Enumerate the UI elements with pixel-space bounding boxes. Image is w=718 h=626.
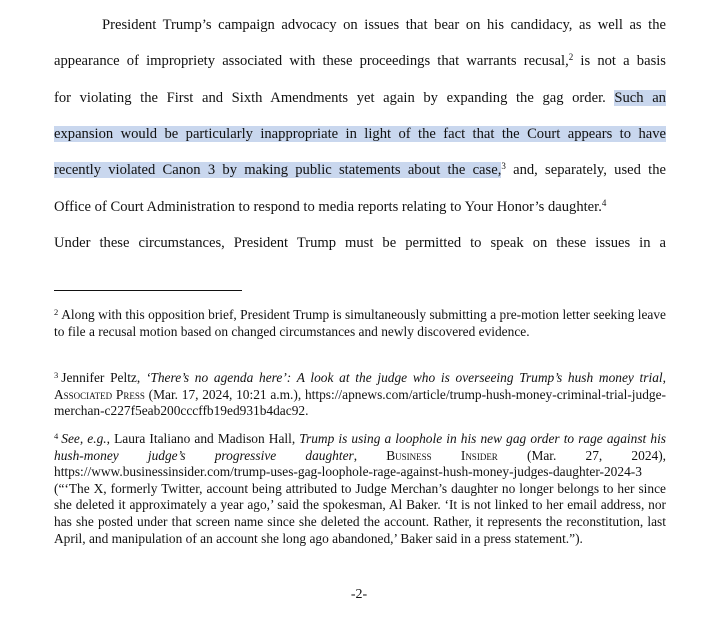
footnote-2: $^2$ Along with this opposition brief, President Trump is simultaneously submitting a pre-motion letter seeking leave to file a recusal motion based on changed circumstances and newly discovered evidence.: [54, 307, 666, 339]
footnote-separator: [54, 290, 242, 291]
body-line-4: [54, 125, 666, 143]
publication-name: Business Insider: [386, 447, 498, 463]
highlighted-text[interactable]: Such an: [614, 90, 666, 106]
highlighted-text[interactable]: expansion would be particularly inappropriate in light of the fact that the Court appears to have: [54, 126, 666, 142]
footnote-number: 4: [54, 431, 59, 441]
footnote-ref-3[interactable]: 3: [501, 161, 506, 171]
article-title: ‘There’s no agenda here’: A look at the judge who is overseeing Trump’s hush money trial: [145, 370, 663, 385]
publication-name: Associated Press: [54, 386, 145, 402]
highlighted-text[interactable]: recently violated Canon 3 by making public statements about the case,: [54, 162, 502, 178]
footnote-number: 3: [54, 370, 59, 380]
footnote-ref-2[interactable]: 2: [568, 52, 574, 62]
body-line-3: for violating the First and Sixth Amendments yet again by expanding the gag order. Such an: [54, 90, 666, 106]
body-line-1: President Trump’s campaign advocacy on issues that bear on his candidacy, as well as the: [102, 17, 666, 33]
citation-link[interactable]: (Mar. 27, 2024), https://www.businessinsider.com/trump-uses-gag-loophole-rage-against-hush-money-judges-daughter-2024-3 (“‘The X, formerly Twitter, account being attributed to Judge Merchan’s daughter no longer belongs to her since she deleted it approximately a year ago,’ said the spokesman, Al Baker. ‘It is not linked to her email address, nor has she posted under that screen name since she deleted the account. Rather, it represents the reconstitution, last April, and manipulation of an account she long ago abandoned,’ Baker said in a press statement.”).: [54, 447, 667, 546]
body-line-7: Under these circumstances, President Trump must be permitted to speak on these issues in a: [54, 235, 666, 251]
footnote-3: $^3$ Jennifer Peltz, ‘There’s no agenda here’: A look at the judge who is overseeing Trump’s hush money trial, Associated Press (Mar. 17, 2024, 10:21 a.m.), https://apnews.com/article/trump-hush-money-criminal-trial-judge-merchan-c227f5eab200cccffb19ed931b4dac92.: [54, 370, 667, 419]
citation-link[interactable]: (Mar. 17, 2024, 10:21 a.m.), https://apnews.com/article/trump-hush-money-criminal-trial-judge-merchan-c227f5eab200cccffb19ed931b4dac92.: [54, 386, 667, 419]
body-line-5: recently violated Canon 3 by making public statements about the case,$^3$ and, separately, used the: [54, 161, 666, 178]
footnote-number: 2: [54, 307, 59, 317]
body-line-6: Office of Court Administration to respond to media reports relating to Your Honor’s daughter.$^4$: [54, 198, 607, 215]
citation-signal: See, e.g.: [61, 431, 107, 446]
body-line-2: appearance of impropriety associated with these proceedings that warrants recusal,$^2$ is not a basis: [54, 52, 666, 69]
article-title: Trump is using a loophole in his new gag order to rage against his hush-money judge’s progressive daughter: [54, 431, 667, 463]
footnote-4: $^4$ See, e.g., Laura Italiano and Madison Hall, Trump is using a loophole in his new gag order to rage against his hush-money judge’s progressive daughter, Business Insider (Mar. 27, 2024), https://www.businessinsider.com/trump-uses-gag-loophole-rage-against-hush-money-judges-daughter-2024-3 (“‘The X, formerly Twitter, account being attributed to Judge Merchan’s daughter no longer belongs to her since she deleted it approximately a year ago,’ said the spokesman, Al Baker. ‘It is not linked to her email address, nor has she posted under that screen name since she deleted the account. Rather, it represents the reconstitution, last April, and manipulation of an account she long ago abandoned,’ Baker said in a press statement.”).: [54, 431, 667, 546]
page-number: -2-: [350, 587, 368, 602]
footnote-ref-4[interactable]: 4: [601, 198, 607, 208]
